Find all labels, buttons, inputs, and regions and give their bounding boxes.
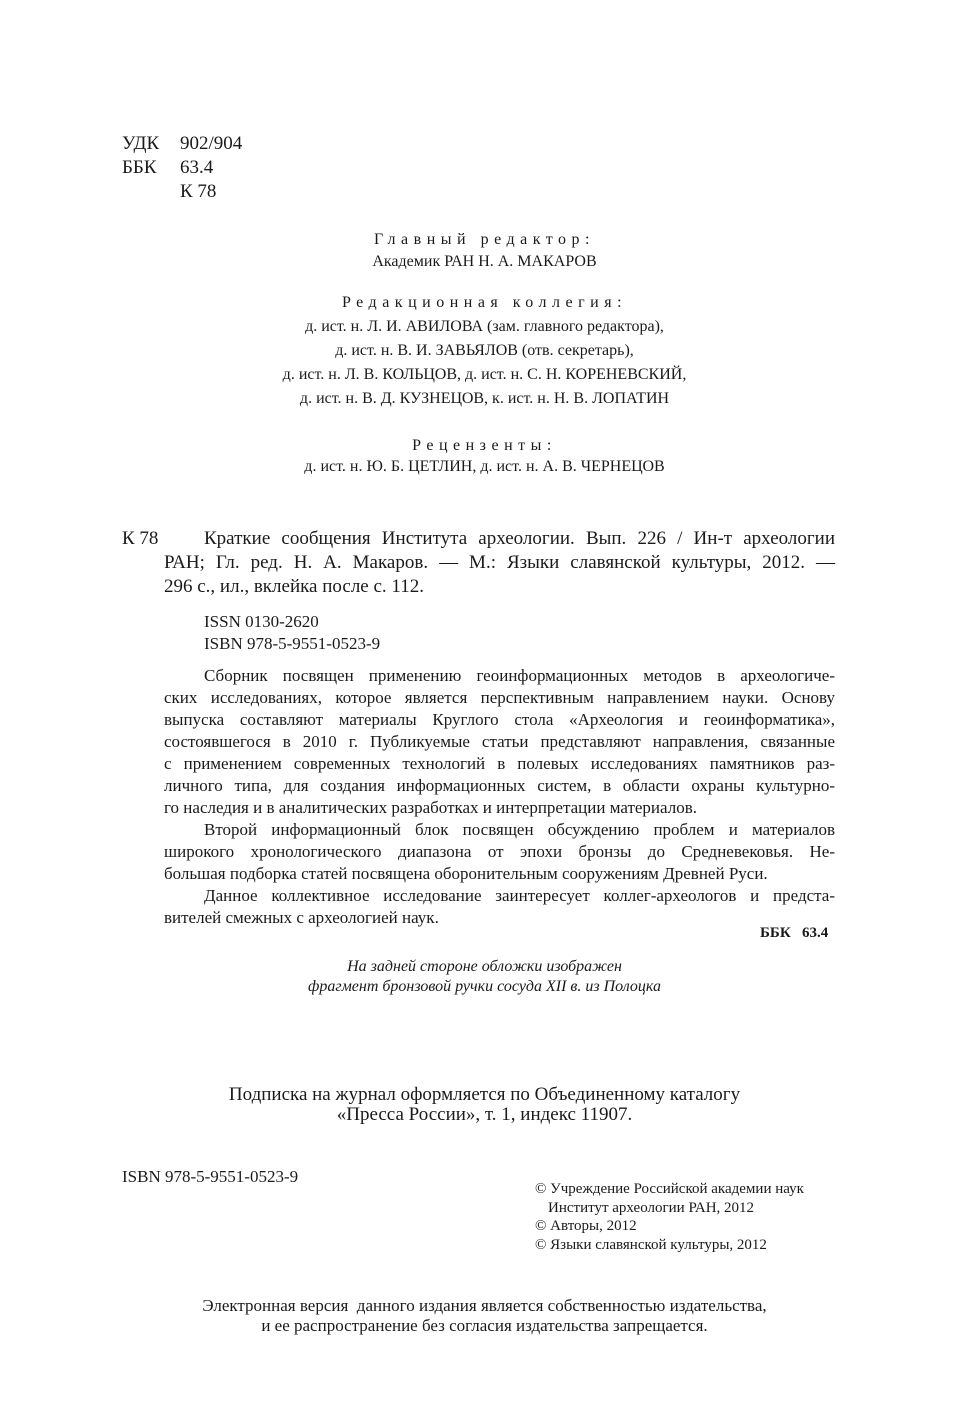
chief-editor-name: Академик РАН Н. А. МАКАРОВ [372, 253, 597, 270]
copyright-line: © Учреждение Российской академии наук [535, 1181, 804, 1197]
annotation-line: выпуска составляют материалы Круглого стола «Археология и геоинформатика», [164, 710, 835, 729]
annotation-line: большая подборка статей посвящена оборонительным сооружениям Древней Руси. [164, 864, 768, 883]
bbk-label: ББК [122, 157, 157, 178]
bibliography-mark: К 78 [122, 528, 159, 549]
annotation-line: с применением современных технологий в полевых исследованиях памятников раз- [164, 754, 835, 773]
editorial-board-heading: Редакционная коллегия: [341, 294, 628, 311]
annotation-line: Сборник посвящен применению геоинформационных методов в археологиче- [204, 666, 835, 685]
reviewers-line: д. ист. н. Ю. Б. ЦЕТЛИН, д. ист. н. А. В. ЧЕРНЕЦОВ [304, 458, 665, 475]
copyright-line: © Авторы, 2012 [535, 1218, 637, 1234]
udk-value: 902/904 [180, 133, 243, 154]
notice-line: и ее распространение без согласия издательства запрещается. [261, 1316, 708, 1335]
author-mark: К 78 [180, 181, 217, 202]
editorial-board-line: д. ист. н. В. Д. КУЗНЕЦОВ, к. ист. н. Н. В. ЛОПАТИН [299, 390, 670, 407]
annotation-line: личного типа, для создания информационных систем, в области охраны культурно- [164, 776, 835, 795]
bibliography-line: РАН; Гл. ред. Н. А. Макаров. — М.: Языки славянской культуры, 2012. — [164, 552, 835, 573]
cover-note-line: фрагмент бронзовой ручки сосуда XII в. из Полоцка [307, 978, 662, 995]
annotation-line: Данное коллективное исследование заинтересует коллег-археологов и предста- [204, 886, 835, 905]
editorial-board-line: д. ист. н. Л. В. КОЛЬЦОВ, д. ист. н. С. Н. КОРЕНЕВСКИЙ, [282, 366, 687, 383]
annotation-line: широкого хронологического диапазона от эпохи бронзы до Средневековья. Не- [164, 842, 835, 861]
annotation-line: ских исследованиях, которое является перспективным направлением науки. Основу [164, 688, 835, 707]
subscription-line: Подписка на журнал оформляется по Объединенному каталогу [228, 1084, 741, 1105]
reviewers-heading: Рецензенты: [412, 437, 557, 454]
annotation-line: го наследия и в аналитических разработках и интерпретации материалов. [164, 798, 697, 817]
bbk-value: 63.4 [180, 157, 214, 178]
bbk-footer: ББК 63.4 [760, 925, 829, 941]
udk-label: УДК [122, 133, 160, 154]
annotation-line: вителей смежных с археологией наук. [164, 908, 439, 927]
chief-editor-heading: Главный редактор: [374, 231, 595, 248]
bibliography-line: 296 с., ил., вклейка после с. 112. [164, 576, 424, 597]
copyright-line: Институт археологии РАН, 2012 [548, 1200, 755, 1216]
subscription-line: «Пресса России», т. 1, индекс 11907. [336, 1104, 633, 1125]
isbn: ISBN 978-5-9551-0523-9 [204, 634, 381, 653]
cover-note-line: На задней стороне обложки изображен [347, 958, 622, 975]
annotation-line: Второй информационный блок посвящен обсуждению проблем и материалов [204, 820, 835, 839]
annotation-line: состоявшегося в 2010 г. Публикуемые статьи представляют направления, связанные [164, 732, 835, 751]
bibliography-line: Краткие сообщения Института археологии. Вып. 226 / Ин-т археологии [204, 528, 835, 549]
copyright-line: © Языки славянской культуры, 2012 [535, 1237, 767, 1253]
notice-line: Электронная версия данного издания является собственностью издательства, [202, 1296, 767, 1315]
editorial-board-line: д. ист. н. Л. И. АВИЛОВА (зам. главного редактора), [305, 318, 664, 335]
bottom-isbn: ISBN 978-5-9551-0523-9 [122, 1167, 299, 1186]
issn: ISSN 0130-2620 [204, 612, 319, 631]
editorial-board-line: д. ист. н. В. И. ЗАВЬЯЛОВ (отв. секретарь), [335, 342, 634, 359]
